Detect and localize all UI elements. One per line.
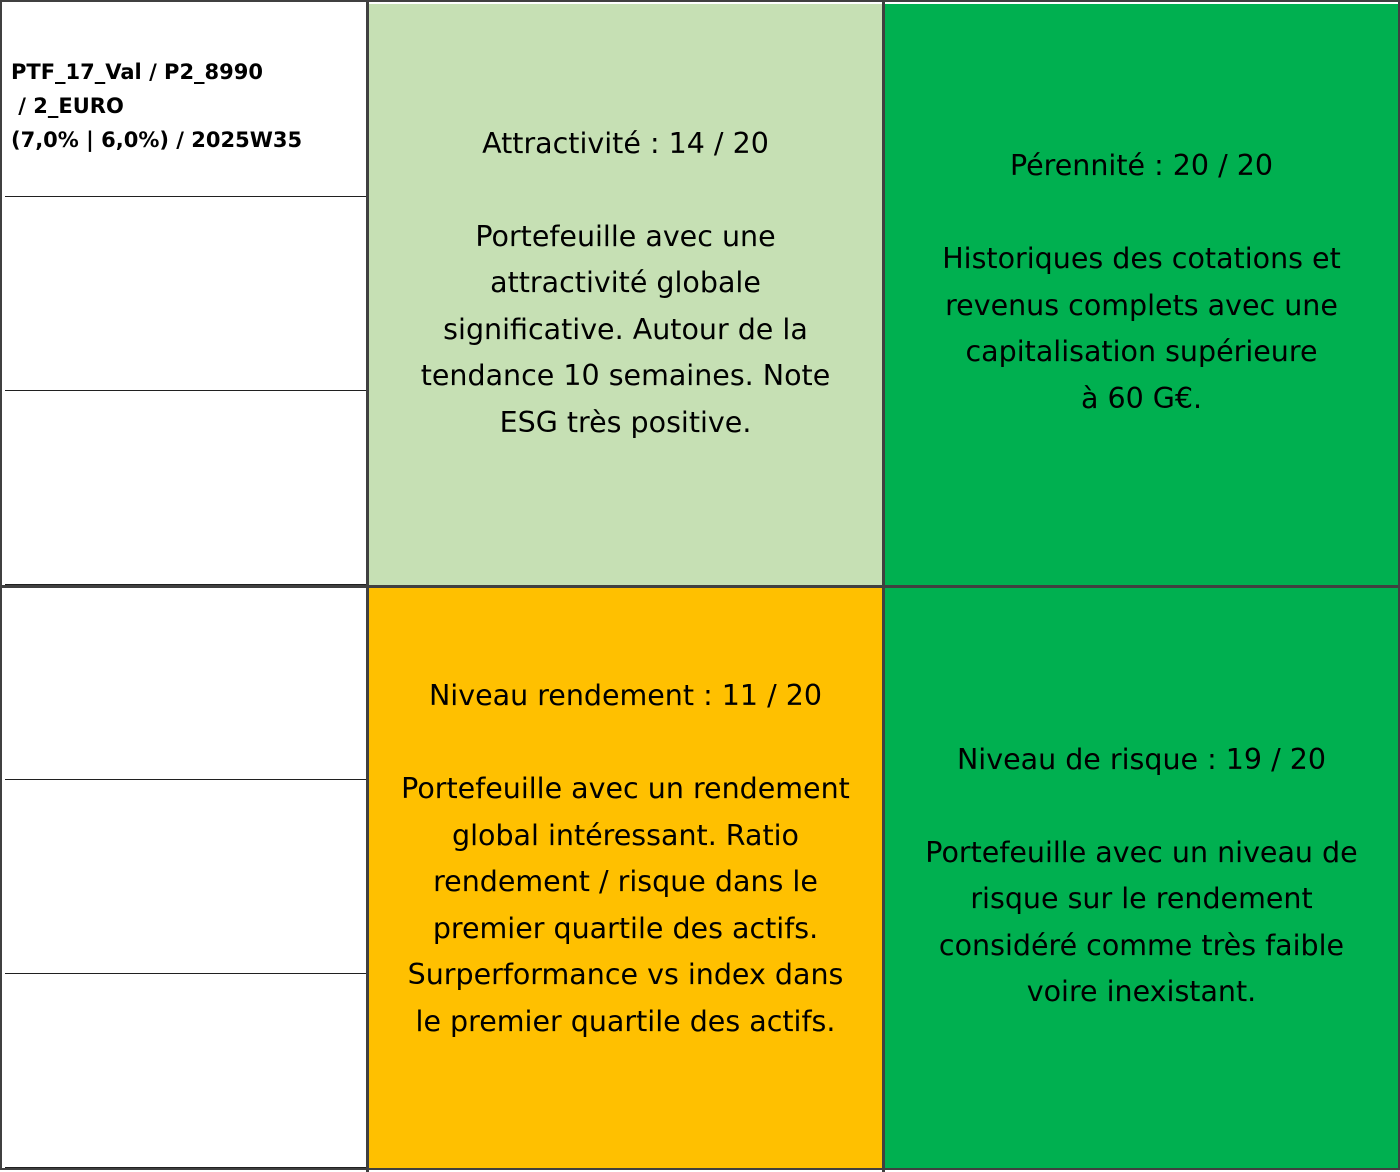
empty-cell	[5, 393, 367, 585]
risk-level-description: Portefeuille avec un niveau de risque sur le rendement considéré comme très faible voire inexistant.	[925, 835, 1358, 1008]
empty-cell	[5, 782, 367, 974]
portfolio-header: PTF_17_Val / P2_8990 / 2_EURO (7,0% | 6,0%) / 2025W35	[11, 60, 303, 152]
yield-level-cell	[369, 588, 882, 1168]
attractiveness-description: Portefeuille avec une attractivité globale significative. Autour de la tendance 10 semaines. Note ESG très positive.	[420, 219, 831, 439]
durability-description: Historiques des cotations et revenus complets avec une capitalisation supérieure à 60 G€.	[942, 242, 1341, 415]
risk-level-cell	[885, 588, 1398, 1168]
durability-score: Pérennité : 20 / 20	[1009, 149, 1274, 182]
column-divider	[882, 2, 885, 1172]
row-divider	[2, 585, 1400, 588]
yield-level-score: Niveau rendement : 11 / 20	[428, 679, 823, 712]
yield-level-description: Portefeuille avec un rendement global intéressant. Ratio rendement / risque dans le premier quartile des actifs. Surperformance vs index dans le premier quartile des actifs.	[401, 772, 850, 1038]
attractiveness-cell	[369, 4, 882, 585]
attractiveness-score: Attractivité : 14 / 20	[482, 126, 769, 160]
empty-cell	[5, 199, 367, 391]
empty-cell	[5, 976, 367, 1168]
column-divider	[366, 2, 369, 1172]
risk-level-score: Niveau de risque : 19 / 20	[956, 742, 1327, 776]
header-cell	[5, 5, 367, 197]
durability-cell	[885, 4, 1398, 585]
empty-cell	[5, 588, 367, 780]
